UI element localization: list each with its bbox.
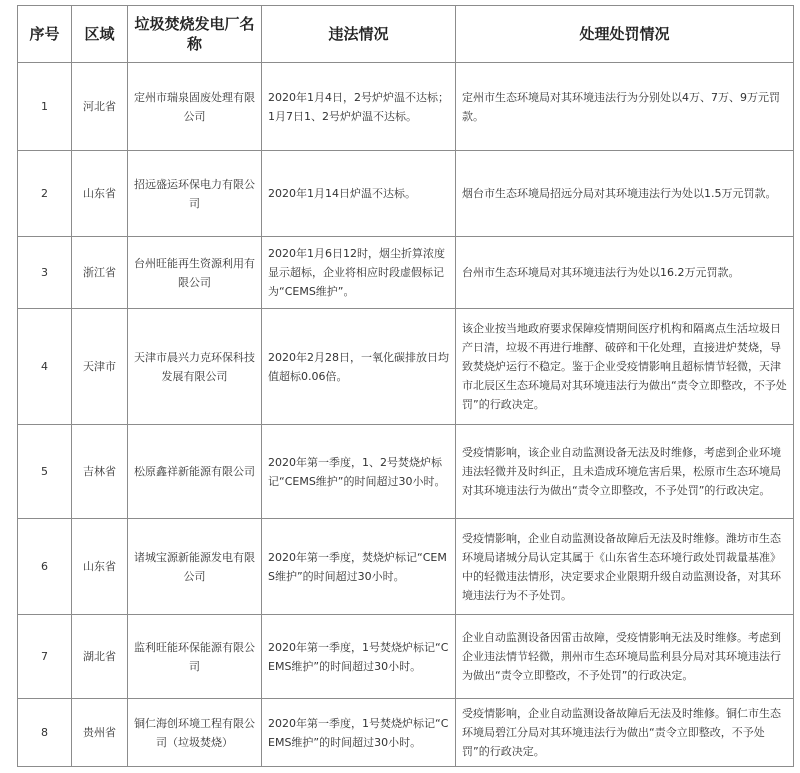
row-violation: 2020年第一季度，焚烧炉标记“CEMS维护”的时间超过30小时。 [262, 519, 456, 615]
row-penalty: 台州市生态环境局对其环境违法行为处以16.2万元罚款。 [456, 237, 794, 309]
row-region: 吉林省 [72, 425, 128, 519]
row-violation: 2020年1月6日12时，烟尘折算浓度显示超标，企业将相应时段虚假标记为“CEMS维护”。 [262, 237, 456, 309]
row-region: 河北省 [72, 63, 128, 151]
header-row [18, 6, 794, 63]
row-num: 6 [18, 519, 72, 615]
header-company: 垃圾焚烧发电厂名称 [128, 6, 262, 63]
row-region: 贵州省 [72, 699, 128, 767]
row-penalty: 受疫情影响，企业自动监测设备故障后无法及时维修。潍坊市生态环境局诸城分局认定其属于《山东省生态环境行政处罚裁量基准》中的轻微违法情形，决定要求企业限期升级自动监测设备，对其环境违法行为不予处罚。 [456, 519, 794, 615]
table-row [18, 63, 794, 151]
table-row [18, 237, 794, 309]
row-violation: 2020年第一季度，1号焚烧炉标记“CEMS维护”的时间超过30小时。 [262, 615, 456, 699]
row-region: 山东省 [72, 519, 128, 615]
table-row [18, 519, 794, 615]
row-region: 湖北省 [72, 615, 128, 699]
row-penalty: 受疫情影响，企业自动监测设备故障后无法及时维修。铜仁市生态环境局碧江分局对其环境违法行为做出“责令立即整改，不予处罚”的行政决定。 [456, 699, 794, 767]
table-row [18, 699, 794, 767]
row-violation: 2020年1月14日炉温不达标。 [262, 151, 456, 237]
row-company: 松原鑫祥新能源有限公司 [128, 425, 262, 519]
row-region: 山东省 [72, 151, 128, 237]
row-company: 铜仁海创环境工程有限公司（垃圾焚烧） [128, 699, 262, 767]
table-row [18, 425, 794, 519]
header-num: 序号 [18, 6, 72, 63]
row-region: 天津市 [72, 309, 128, 425]
row-num: 3 [18, 237, 72, 309]
row-num: 1 [18, 63, 72, 151]
table-row [18, 309, 794, 425]
row-num: 5 [18, 425, 72, 519]
table-row [18, 151, 794, 237]
row-company: 监利旺能环保能源有限公司 [128, 615, 262, 699]
header-violation: 违法情况 [262, 6, 456, 63]
row-penalty: 该企业按当地政府要求保障疫情期间医疗机构和隔离点生活垃圾日产日清，垃圾不再进行堆酵、破碎和干化处理，直接进炉焚烧，导致焚烧炉运行不稳定。鉴于企业受疫情影响且超标情节轻微，天津市北辰区生态环境局对其环境违法行为做出“责令立即整改，不予处罚”的行政决定。 [456, 309, 794, 425]
row-company: 诸城宝源新能源发电有限公司 [128, 519, 262, 615]
table-row [18, 615, 794, 699]
row-violation: 2020年2月28日，一氧化碳排放日均值超标0.06倍。 [262, 309, 456, 425]
row-penalty: 受疫情影响，该企业自动监测设备无法及时维修，考虑到企业环境违法轻微并及时纠正，且未造成环境危害后果，松原市生态环境局对其环境违法行为做出“责令立即整改，不予处罚”的行政决定。 [456, 425, 794, 519]
row-penalty: 企业自动监测设备因雷击故障，受疫情影响无法及时维修。考虑到企业违法情节轻微，荆州市生态环境局监利县分局对其环境违法行为做出“责令立即整改，不予处罚”的行政决定。 [456, 615, 794, 699]
row-region: 浙江省 [72, 237, 128, 309]
row-company: 天津市晨兴力克环保科技发展有限公司 [128, 309, 262, 425]
row-penalty: 烟台市生态环境局招远分局对其环境违法行为处以1.5万元罚款。 [456, 151, 794, 237]
row-company: 定州市瑞泉固废处理有限公司 [128, 63, 262, 151]
row-num: 7 [18, 615, 72, 699]
row-violation: 2020年第一季度，1、2号焚烧炉标记“CEMS维护”的时间超过30小时。 [262, 425, 456, 519]
row-num: 8 [18, 699, 72, 767]
row-violation: 2020年1月4日，2号炉炉温不达标；1月7日1、2号炉炉温不达标。 [262, 63, 456, 151]
row-company: 招远盛运环保电力有限公司 [128, 151, 262, 237]
header-region: 区域 [72, 6, 128, 63]
incineration-violations-table [17, 5, 794, 767]
row-company: 台州旺能再生资源利用有限公司 [128, 237, 262, 309]
row-num: 4 [18, 309, 72, 425]
header-penalty: 处理处罚情况 [456, 6, 794, 63]
row-violation: 2020年第一季度，1号焚烧炉标记“CEMS维护”的时间超过30小时。 [262, 699, 456, 767]
row-penalty: 定州市生态环境局对其环境违法行为分别处以4万、7万、9万元罚款。 [456, 63, 794, 151]
row-num: 2 [18, 151, 72, 237]
